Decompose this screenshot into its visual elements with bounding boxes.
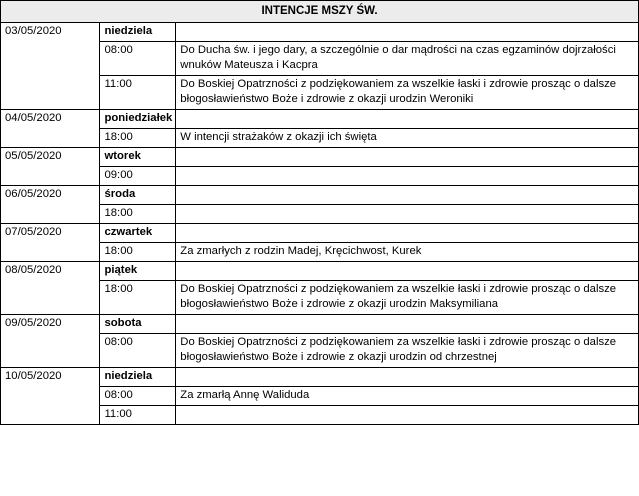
day-empty-cell bbox=[176, 186, 639, 205]
day-date: 09/05/2020 bbox=[1, 315, 100, 334]
day-weekday: poniedziałek bbox=[100, 110, 176, 129]
mass-row bbox=[1, 42, 639, 76]
mass-row bbox=[1, 76, 639, 110]
sheet-title: INTENCJE MSZY ŚW. bbox=[1, 1, 639, 23]
mass-time: 08:00 bbox=[100, 387, 176, 406]
mass-intention bbox=[176, 205, 639, 224]
day-row bbox=[1, 110, 639, 129]
mass-intention bbox=[176, 167, 639, 186]
mass-row bbox=[1, 243, 639, 262]
mass-row bbox=[1, 205, 639, 224]
day-date: 04/05/2020 bbox=[1, 110, 100, 129]
mass-intention bbox=[176, 406, 639, 425]
day-row bbox=[1, 186, 639, 205]
mass-date-spacer bbox=[1, 205, 100, 224]
day-empty-cell bbox=[176, 224, 639, 243]
mass-intention: Za zmarłą Annę Waliduda bbox=[176, 387, 639, 406]
mass-intention: Do Boskiej Opatrzności z podziękowaniem za wszelkie łaski i zdrowie prosząc o dalsze błogosławieństwo Boże i zdrowie z okazji urodzin Maksymiliana bbox=[176, 281, 639, 315]
day-row bbox=[1, 262, 639, 281]
day-weekday: czwartek bbox=[100, 224, 176, 243]
mass-row bbox=[1, 334, 639, 368]
day-date: 10/05/2020 bbox=[1, 368, 100, 387]
day-row bbox=[1, 315, 639, 334]
day-empty-cell bbox=[176, 23, 639, 42]
mass-row bbox=[1, 406, 639, 425]
title-row bbox=[1, 1, 639, 23]
mass-intention: Do Boskiej Opatrzności z podziękowaniem za wszelkie łaski i zdrowie prosząc o dalsze błogosławieństwo Boże i zdrowie z okazji urodzin Weroniki bbox=[176, 76, 639, 110]
mass-intention: W intencji strażaków z okazji ich święta bbox=[176, 129, 639, 148]
mass-time: 11:00 bbox=[100, 406, 176, 425]
day-weekday: niedziela bbox=[100, 368, 176, 387]
day-row bbox=[1, 23, 639, 42]
mass-row bbox=[1, 167, 639, 186]
day-weekday: sobota bbox=[100, 315, 176, 334]
day-empty-cell bbox=[176, 262, 639, 281]
day-date: 08/05/2020 bbox=[1, 262, 100, 281]
day-date: 06/05/2020 bbox=[1, 186, 100, 205]
day-weekday: niedziela bbox=[100, 23, 176, 42]
mass-date-spacer bbox=[1, 76, 100, 110]
mass-time: 18:00 bbox=[100, 243, 176, 262]
day-row bbox=[1, 368, 639, 387]
mass-date-spacer bbox=[1, 334, 100, 368]
mass-date-spacer bbox=[1, 42, 100, 76]
mass-time: 18:00 bbox=[100, 205, 176, 224]
day-weekday: wtorek bbox=[100, 148, 176, 167]
day-row bbox=[1, 224, 639, 243]
mass-intention: Za zmarłych z rodzin Madej, Kręcichwost, Kurek bbox=[176, 243, 639, 262]
mass-date-spacer bbox=[1, 406, 100, 425]
day-empty-cell bbox=[176, 148, 639, 167]
day-date: 05/05/2020 bbox=[1, 148, 100, 167]
mass-time: 18:00 bbox=[100, 129, 176, 148]
mass-date-spacer bbox=[1, 167, 100, 186]
mass-date-spacer bbox=[1, 387, 100, 406]
mass-time: 09:00 bbox=[100, 167, 176, 186]
day-weekday: środa bbox=[100, 186, 176, 205]
mass-time: 11:00 bbox=[100, 76, 176, 110]
mass-time: 08:00 bbox=[100, 334, 176, 368]
mass-date-spacer bbox=[1, 129, 100, 148]
day-empty-cell bbox=[176, 110, 639, 129]
mass-row bbox=[1, 129, 639, 148]
mass-intention: Do Ducha św. i jego dary, a szczególnie o dar mądrości na czas egzaminów dojrzałości wnuków Mateusza i Kacpra bbox=[176, 42, 639, 76]
day-empty-cell bbox=[176, 315, 639, 334]
mass-time: 08:00 bbox=[100, 42, 176, 76]
day-weekday: piątek bbox=[100, 262, 176, 281]
day-date: 07/05/2020 bbox=[1, 224, 100, 243]
mass-date-spacer bbox=[1, 281, 100, 315]
mass-row bbox=[1, 387, 639, 406]
day-date: 03/05/2020 bbox=[1, 23, 100, 42]
mass-row bbox=[1, 281, 639, 315]
mass-time: 18:00 bbox=[100, 281, 176, 315]
day-empty-cell bbox=[176, 368, 639, 387]
mass-date-spacer bbox=[1, 243, 100, 262]
mass-intention: Do Boskiej Opatrzności z podziękowaniem za wszelkie łaski i zdrowie prosząc o dalsze błogosławieństwo Boże i zdrowie z okazji urodzin od chrzestnej bbox=[176, 334, 639, 368]
day-row bbox=[1, 148, 639, 167]
